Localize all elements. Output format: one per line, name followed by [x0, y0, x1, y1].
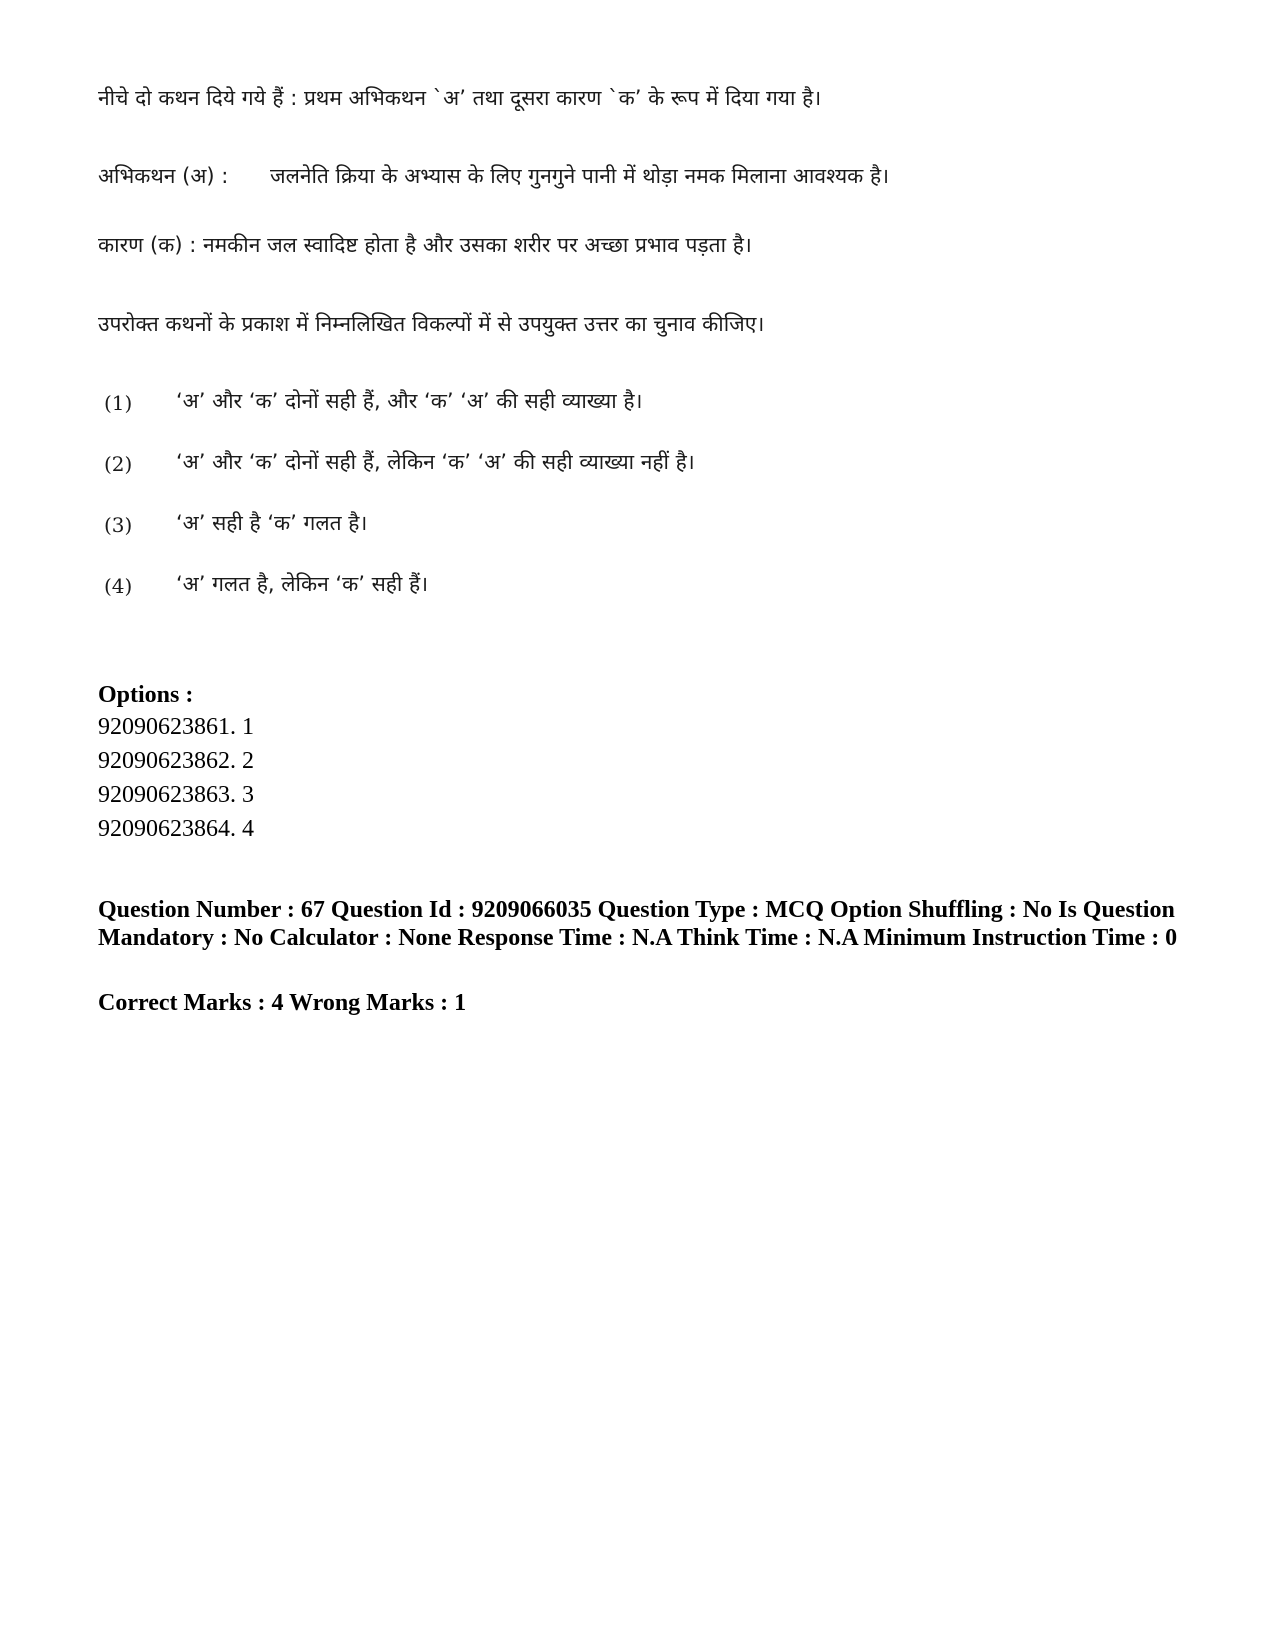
choice-number: (2): [104, 452, 133, 476]
question-instruction: उपरोक्त कथनों के प्रकाश में निम्नलिखित विकल्पों में से उपयुक्त उत्तर का चुनाव कीजिए।: [98, 312, 765, 336]
option-line: 92090623861. 1: [98, 714, 254, 740]
question-meta: Question Number : 67 Question Id : 9209066035 Question Type : MCQ Option Shuffling : No Is Question Mandatory : No Calculator : None Response Time : N.A Think Time : N.A Minimum Instruction Time : 0: [98, 897, 1178, 951]
assertion-text: जलनेति क्रिया के अभ्यास के लिए गुनगुने पानी में थोड़ा नमक मिलाना आवश्यक है।: [270, 164, 890, 188]
reason-text: नमकीन जल स्वादिष्ट होता है और उसका शरीर पर अच्छा प्रभाव पड़ता है।: [202, 233, 752, 257]
reason-row: [98, 231, 752, 259]
choice-number: (4): [104, 574, 133, 598]
question-intro: नीचे दो कथन दिये गये हैं : प्रथम अभिकथन `अ’ तथा दूसरा कारण `क’ के रूप में दिया गया है।: [98, 86, 822, 110]
assertion-row: [98, 162, 889, 190]
marks-line: Correct Marks : 4 Wrong Marks : 1: [98, 990, 467, 1016]
choice-number: (3): [104, 513, 133, 537]
choice-text: ‘अ’ और ‘क’ दोनों सही हैं, लेकिन ‘क’ ‘अ’ की सही व्याख्या नहीं है।: [176, 450, 695, 474]
reason-label: कारण (क) :: [98, 233, 197, 257]
choice-text: ‘अ’ गलत है, लेकिन ‘क’ सही हैं।: [176, 572, 429, 596]
assertion-label: अभिकथन (अ) :: [98, 164, 229, 188]
option-line: 92090623864. 4: [98, 816, 254, 842]
option-line: 92090623862. 2: [98, 748, 254, 774]
choice-text: ‘अ’ और ‘क’ दोनों सही हैं, और ‘क’ ‘अ’ की सही व्याख्या है।: [176, 389, 643, 413]
choice-number: (1): [104, 391, 133, 415]
option-line: 92090623863. 3: [98, 782, 254, 808]
options-heading: Options :: [98, 682, 194, 708]
choice-text: ‘अ’ सही है ‘क’ गलत है।: [176, 511, 368, 535]
